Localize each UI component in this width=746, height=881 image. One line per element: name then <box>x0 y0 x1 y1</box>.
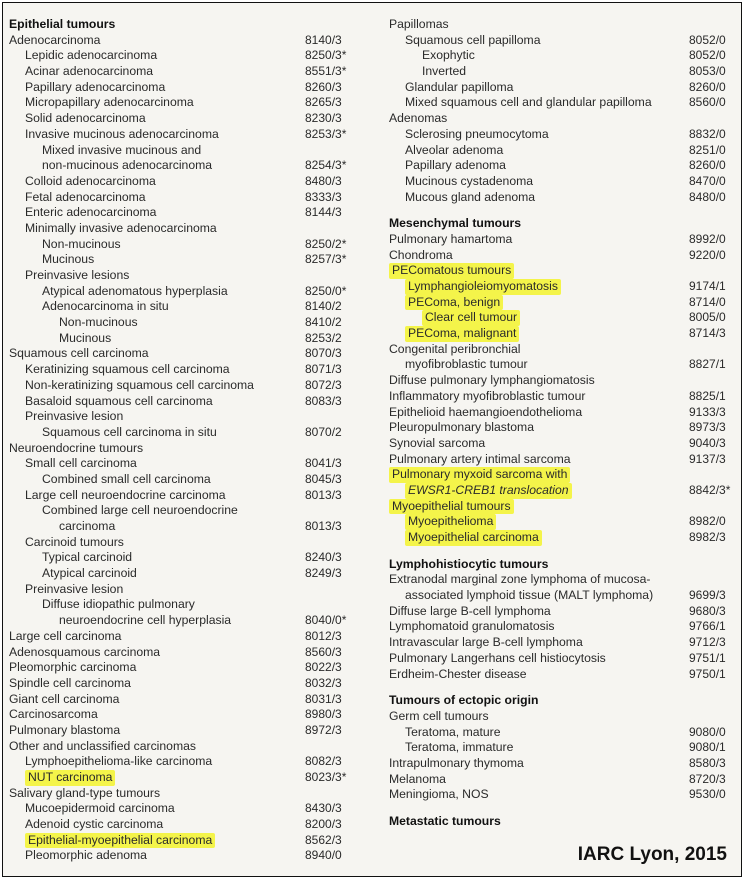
table-row <box>389 514 735 530</box>
tumour-name: Pulmonary hamartoma <box>389 231 513 246</box>
icd-o-code: 8832/0 <box>689 126 726 141</box>
table-row <box>389 405 735 421</box>
table-row <box>389 651 735 667</box>
icd-o-code: 8053/0 <box>689 64 726 79</box>
icd-o-code: 8041/3 <box>305 456 342 471</box>
icd-o-code: 8200/3 <box>305 817 342 832</box>
table-row <box>389 772 735 788</box>
icd-o-code: 8249/3 <box>305 566 342 581</box>
icd-o-code: 9137/3 <box>689 451 726 466</box>
tumour-name: Fetal adenocarcinoma <box>25 189 146 204</box>
icd-o-code: 8072/3 <box>305 377 342 392</box>
tumour-name: Myoepithelial tumours <box>389 499 514 515</box>
table-row <box>389 709 735 725</box>
table-row <box>9 707 349 723</box>
tumour-name: Other and unclassified carcinomas <box>9 738 196 753</box>
right-column <box>389 17 735 830</box>
icd-o-code: 8992/0 <box>689 231 726 246</box>
table-row <box>389 143 735 159</box>
tumour-name: Extranodal marginal zone lymphoma of mucosa- <box>389 572 651 587</box>
section-heading: Epithelial tumours <box>9 17 116 31</box>
table-row <box>389 158 735 174</box>
table-row <box>389 310 735 326</box>
tumour-name: Pleuropulmonary blastoma <box>389 420 534 435</box>
table-row <box>9 190 349 206</box>
table-row <box>9 378 349 394</box>
tumour-name: Squamous cell carcinoma <box>9 346 149 361</box>
section-spacer <box>389 546 735 557</box>
tumour-name: Mucinous cystadenoma <box>405 173 534 188</box>
table-row <box>9 268 349 284</box>
table-row <box>9 801 349 817</box>
icd-o-code: 8982/0 <box>689 514 726 529</box>
tumour-name: Exophytic <box>422 48 475 63</box>
table-row <box>389 248 735 264</box>
tumour-name: Typical carcinoid <box>42 550 133 565</box>
tumour-name: Preinvasive lesion <box>25 581 124 596</box>
icd-o-code: 8045/3 <box>305 471 342 486</box>
tumour-name: Large cell carcinoma <box>9 628 122 643</box>
tumour-name: Myoepithelioma <box>405 514 496 530</box>
tumour-name: Diffuse idiopathic pulmonary <box>42 597 195 612</box>
tumour-name: EWSR1-CREB1 translocation <box>405 483 572 499</box>
table-row <box>389 190 735 206</box>
tumour-name: Inflammatory myofibroblastic tumour <box>389 388 586 403</box>
table-row <box>9 582 349 598</box>
table-row <box>9 299 349 315</box>
tumour-name: Adenocarcinoma <box>9 32 101 47</box>
tumour-name: Chondroma <box>389 247 453 262</box>
tumour-name: Lymphomatoid granulomatosis <box>389 619 555 634</box>
table-row <box>9 143 349 159</box>
icd-o-code: 8013/3 <box>305 487 342 502</box>
table-row <box>389 95 735 111</box>
tumour-name: Carcinosarcoma <box>9 707 98 722</box>
table-row <box>9 535 349 551</box>
icd-o-code: 9766/1 <box>689 619 726 634</box>
table-row <box>389 467 735 483</box>
section-heading-row <box>389 216 735 232</box>
tumour-name: Mucinous <box>42 252 95 267</box>
table-row <box>9 174 349 190</box>
table-row <box>389 619 735 635</box>
table-row <box>9 409 349 425</box>
table-row <box>389 357 735 373</box>
tumour-name: Combined large cell neuroendocrine <box>42 503 238 518</box>
tumour-name: Papillary adenocarcinoma <box>25 79 166 94</box>
tumour-name: Non-mucinous <box>59 315 138 330</box>
table-row <box>9 80 349 96</box>
icd-o-code: 8253/3* <box>305 126 347 141</box>
icd-o-code: 8005/0 <box>689 310 726 325</box>
tumour-name: Synovial sarcoma <box>389 435 486 450</box>
table-row <box>9 770 349 786</box>
table-row <box>389 740 735 756</box>
tumour-name: Invasive mucinous adenocarcinoma <box>25 126 219 141</box>
icd-o-code: 8827/1 <box>689 357 726 372</box>
icd-o-code: 8825/1 <box>689 388 726 403</box>
icd-o-code: 8250/2* <box>305 236 347 251</box>
table-row <box>9 158 349 174</box>
tumour-name: Minimally invasive adenocarcinoma <box>25 220 217 235</box>
table-row <box>9 441 349 457</box>
tumour-name: Atypical adenomatous hyperplasia <box>42 283 228 298</box>
tumour-name: Inverted <box>422 64 467 79</box>
table-row <box>389 174 735 190</box>
table-row <box>9 48 349 64</box>
tumour-name: Combined small cell carcinoma <box>42 471 211 486</box>
table-row <box>9 519 349 535</box>
table-row <box>9 488 349 504</box>
tumour-name: Clear cell tumour <box>422 310 520 326</box>
icd-o-code: 8082/3 <box>305 754 342 769</box>
tumour-name: Intrapulmonary thymoma <box>389 755 524 770</box>
table-row <box>9 566 349 582</box>
tumour-name: Squamous cell papilloma <box>405 32 541 47</box>
table-row <box>9 692 349 708</box>
icd-o-code: 8071/3 <box>305 362 342 377</box>
tumour-name: Mixed squamous cell and glandular papilloma <box>405 95 652 110</box>
icd-o-code: 9712/3 <box>689 635 726 650</box>
tumour-name: Teratoma, immature <box>405 740 514 755</box>
tumour-name: Glandular papilloma <box>405 79 514 94</box>
table-row <box>9 237 349 253</box>
tumour-name: Erdheim-Chester disease <box>389 666 527 681</box>
table-row <box>389 604 735 620</box>
table-row <box>9 817 349 833</box>
tumour-name: Enteric adenocarcinoma <box>25 205 157 220</box>
section-heading: Metastatic tumours <box>389 814 501 828</box>
icd-o-code: 8040/0* <box>305 613 347 628</box>
table-row <box>9 331 349 347</box>
tumour-name: Non-mucinous <box>42 236 121 251</box>
table-row <box>389 499 735 515</box>
table-row <box>389 64 735 80</box>
table-row <box>389 635 735 651</box>
tumour-name: PEComa, malignant <box>405 326 519 342</box>
icd-o-code: 8551/3* <box>305 64 347 79</box>
tumour-name: Germ cell tumours <box>389 708 489 723</box>
icd-o-code: 8083/3 <box>305 393 342 408</box>
tumour-name: Papillary adenoma <box>405 158 506 173</box>
table-row <box>389 33 735 49</box>
table-row <box>389 420 735 436</box>
table-row <box>9 252 349 268</box>
table-row <box>389 389 735 405</box>
tumour-name: Diffuse pulmonary lymphangiomatosis <box>389 373 595 388</box>
table-row <box>9 597 349 613</box>
icd-o-code: 8250/3* <box>305 48 347 63</box>
table-row <box>389 373 735 389</box>
table-row <box>9 95 349 111</box>
icd-o-code: 8480/0 <box>689 189 726 204</box>
tumour-name: Micropapillary adenocarcinoma <box>25 95 194 110</box>
table-row <box>9 629 349 645</box>
icd-o-code: 8251/0 <box>689 142 726 157</box>
icd-o-code: 8972/3 <box>305 722 342 737</box>
tumour-name: Neuroendocrine tumours <box>9 440 144 455</box>
table-row <box>9 346 349 362</box>
tumour-name: Adenosquamous carcinoma <box>9 644 161 659</box>
tumour-name: Mucous gland adenoma <box>405 189 536 204</box>
icd-o-code: 8012/3 <box>305 628 342 643</box>
icd-o-code: 8257/3* <box>305 252 347 267</box>
table-row <box>389 80 735 96</box>
table-row <box>389 725 735 741</box>
table-row <box>9 394 349 410</box>
tumour-name: Lepidic adenocarcinoma <box>25 48 158 63</box>
tumour-name: carcinoma <box>59 519 116 533</box>
icd-o-code: 9080/0 <box>689 724 726 739</box>
icd-o-code: 8070/2 <box>305 424 342 439</box>
icd-o-code: 8940/0 <box>305 848 342 863</box>
tumour-name: Intravascular large B-cell lymphoma <box>389 635 583 650</box>
icd-o-code: 8250/0* <box>305 283 347 298</box>
table-row <box>9 425 349 441</box>
icd-o-code: 8254/3* <box>305 158 347 173</box>
icd-o-code: 8410/2 <box>305 315 342 330</box>
tumour-name: Epithelioid haemangioendothelioma <box>389 404 583 419</box>
tumour-name: Atypical carcinoid <box>42 566 137 581</box>
tumour-name: Mucinous <box>59 330 112 345</box>
table-row <box>9 205 349 221</box>
icd-o-code: 8842/3* <box>689 482 731 497</box>
icd-o-code: 8032/3 <box>305 675 342 690</box>
table-row <box>9 550 349 566</box>
icd-o-code: 8260/3 <box>305 79 342 94</box>
section-spacer <box>389 682 735 693</box>
icd-o-code: 8560/3 <box>305 644 342 659</box>
table-row <box>389 127 735 143</box>
table-row <box>9 833 349 849</box>
table-row <box>389 342 735 358</box>
tumour-name: Spindle cell carcinoma <box>9 675 131 690</box>
icd-o-code: 8333/3 <box>305 189 342 204</box>
source-caption: IARC Lyon, 2015 <box>577 844 727 865</box>
icd-o-code: 8052/0 <box>689 48 726 63</box>
table-row <box>9 362 349 378</box>
tumour-name: myofibroblastic tumour <box>405 357 528 372</box>
tumour-name: Teratoma, mature <box>405 724 501 739</box>
table-row <box>9 33 349 49</box>
tumour-name: Alveolar adenoma <box>405 142 504 157</box>
icd-o-code: 8982/3 <box>689 530 726 544</box>
icd-o-code: 9680/3 <box>689 603 726 618</box>
tumour-name: Small cell carcinoma <box>25 456 137 471</box>
tumour-name: Congenital peribronchial <box>389 341 521 356</box>
table-row <box>9 660 349 676</box>
tumour-name: PEComa, benign <box>405 295 503 311</box>
icd-o-code: 9220/0 <box>689 247 726 262</box>
tumour-name: Mixed invasive mucinous and <box>42 142 202 157</box>
icd-o-code: 8240/3 <box>305 550 342 565</box>
table-row <box>9 848 349 864</box>
icd-o-code: 8031/3 <box>305 691 342 706</box>
tumour-name: Pulmonary myxoid sarcoma with <box>389 467 570 483</box>
tumour-name: Adenoid cystic carcinoma <box>25 817 164 832</box>
tumour-name: Pulmonary Langerhans cell histiocytosis <box>389 650 606 665</box>
tumour-name: Adenomas <box>389 111 448 126</box>
table-row <box>9 456 349 472</box>
tumour-name: Melanoma <box>389 771 446 786</box>
tumour-name: Mucoepidermoid carcinoma <box>25 801 175 816</box>
icd-o-code: 8580/3 <box>689 755 726 770</box>
section-heading-row <box>389 814 735 830</box>
icd-o-code: 8720/3 <box>689 771 726 786</box>
icd-o-code: 8260/0 <box>689 158 726 173</box>
icd-o-code: 8480/3 <box>305 173 342 188</box>
table-row <box>389 667 735 683</box>
tumour-name: Pleomorphic adenoma <box>25 848 147 863</box>
table-row <box>389 483 735 499</box>
tumour-name: Solid adenocarcinoma <box>25 111 146 126</box>
tumour-name: Carcinoid tumours <box>25 534 124 549</box>
table-row <box>389 279 735 295</box>
tumour-name: Keratinizing squamous cell carcinoma <box>25 362 230 377</box>
table-row <box>389 111 735 127</box>
icd-o-code: 8430/3 <box>305 801 342 816</box>
table-row <box>389 530 735 546</box>
icd-o-code: 8052/0 <box>689 32 726 47</box>
table-row <box>9 645 349 661</box>
section-heading-row <box>389 693 735 709</box>
table-row <box>389 436 735 452</box>
tumour-name: Pleomorphic carcinoma <box>9 660 137 675</box>
tumour-name: NUT carcinoma <box>25 770 115 786</box>
icd-o-code: 8260/0 <box>689 79 726 94</box>
tumour-name: PEComatous tumours <box>389 263 514 279</box>
tumour-name: Diffuse large B-cell lymphoma <box>389 603 551 618</box>
table-row <box>389 232 735 248</box>
tumour-name: Lymphangioleiomyomatosis <box>405 279 561 295</box>
section-spacer <box>389 205 735 216</box>
table-row <box>9 503 349 519</box>
left-column <box>9 17 349 864</box>
tumour-name: Large cell neuroendocrine carcinoma <box>25 487 226 502</box>
tumour-name: Salivary gland-type tumours <box>9 785 161 800</box>
table-row <box>389 263 735 279</box>
icd-o-code: 9040/3 <box>689 435 726 450</box>
tumour-name: Pulmonary blastoma <box>9 722 121 737</box>
icd-o-code: 8140/3 <box>305 32 342 47</box>
table-row <box>389 572 735 588</box>
icd-o-code: 8980/3 <box>305 707 342 722</box>
section-heading-row <box>389 557 735 573</box>
table-row <box>9 127 349 143</box>
table-row <box>9 221 349 237</box>
icd-o-code: 8144/3 <box>305 205 342 220</box>
table-row <box>389 452 735 468</box>
icd-o-code: 8714/3 <box>689 326 726 341</box>
tumour-name: non-mucinous adenocarcinoma <box>42 158 213 173</box>
tumour-name: Preinvasive lesions <box>25 268 130 282</box>
table-row <box>389 17 735 33</box>
icd-o-code: 9174/1 <box>689 279 726 293</box>
table-row <box>9 739 349 755</box>
table-row <box>9 472 349 488</box>
table-row <box>389 48 735 64</box>
section-heading-row <box>9 17 349 33</box>
table-row <box>389 756 735 772</box>
tumour-name: Papillomas <box>389 17 449 31</box>
icd-o-code: 8230/3 <box>305 111 342 126</box>
icd-o-code: 9530/0 <box>689 787 726 802</box>
icd-o-code: 8140/2 <box>305 299 342 314</box>
table-row <box>9 315 349 331</box>
section-heading: Mesenchymal tumours <box>389 216 522 231</box>
icd-o-code: 8070/3 <box>305 346 342 361</box>
table-row <box>9 754 349 770</box>
icd-o-code: 8470/0 <box>689 173 726 188</box>
tumour-name: Myoepithelial carcinoma <box>405 530 542 546</box>
tumour-name: Basaloid squamous cell carcinoma <box>25 393 213 408</box>
icd-o-code: 9751/1 <box>689 650 726 665</box>
table-row <box>389 295 735 311</box>
table-row <box>389 326 735 342</box>
tumour-name: Meningioma, NOS <box>389 787 489 802</box>
icd-o-code: 8973/3 <box>689 420 726 435</box>
tumour-name: Lymphoepithelioma-like carcinoma <box>25 754 213 769</box>
tumour-name: Acinar adenocarcinoma <box>25 64 154 79</box>
table-row <box>389 588 735 604</box>
table-row <box>9 676 349 692</box>
table-row <box>9 64 349 80</box>
tumour-name: Non-keratinizing squamous cell carcinoma <box>25 377 254 392</box>
tumour-name: Epithelial-myoepithelial carcinoma <box>25 833 215 849</box>
table-row <box>9 284 349 300</box>
table-row <box>9 723 349 739</box>
icd-o-code: 9133/3 <box>689 404 726 419</box>
icd-o-code: 8013/3 <box>305 519 342 533</box>
tumour-name: Squamous cell carcinoma in situ <box>42 424 217 439</box>
table-row <box>389 787 735 803</box>
tumour-name: Colloid adenocarcinoma <box>25 173 156 188</box>
icd-o-code: 8714/0 <box>689 294 726 309</box>
document-page <box>2 2 742 877</box>
section-spacer <box>389 803 735 814</box>
tumour-name: associated lymphoid tissue (MALT lymphoma) <box>405 588 654 603</box>
icd-o-code: 8562/3 <box>305 832 342 847</box>
icd-o-code: 8022/3 <box>305 660 342 675</box>
table-row <box>9 786 349 802</box>
tumour-name: neuroendocrine cell hyperplasia <box>59 613 232 628</box>
section-heading: Tumours of ectopic origin <box>389 693 539 708</box>
icd-o-code: 9699/3 <box>689 588 726 603</box>
tumour-name: Pulmonary artery intimal sarcoma <box>389 451 571 466</box>
icd-o-code: 8023/3* <box>305 770 347 784</box>
icd-o-code: 9750/1 <box>689 666 726 681</box>
icd-o-code: 8560/0 <box>689 95 726 110</box>
icd-o-code: 8253/2 <box>305 330 342 345</box>
section-heading: Lymphohistiocytic tumours <box>389 556 549 571</box>
icd-o-code: 8265/3 <box>305 95 342 110</box>
tumour-name: Preinvasive lesion <box>25 409 124 424</box>
tumour-name: Sclerosing pneumocytoma <box>405 126 549 141</box>
table-row <box>9 111 349 127</box>
table-row <box>9 613 349 629</box>
icd-o-code: 9080/1 <box>689 740 726 755</box>
tumour-name: Giant cell carcinoma <box>9 691 120 706</box>
tumour-name: Adenocarcinoma in situ <box>42 299 169 314</box>
